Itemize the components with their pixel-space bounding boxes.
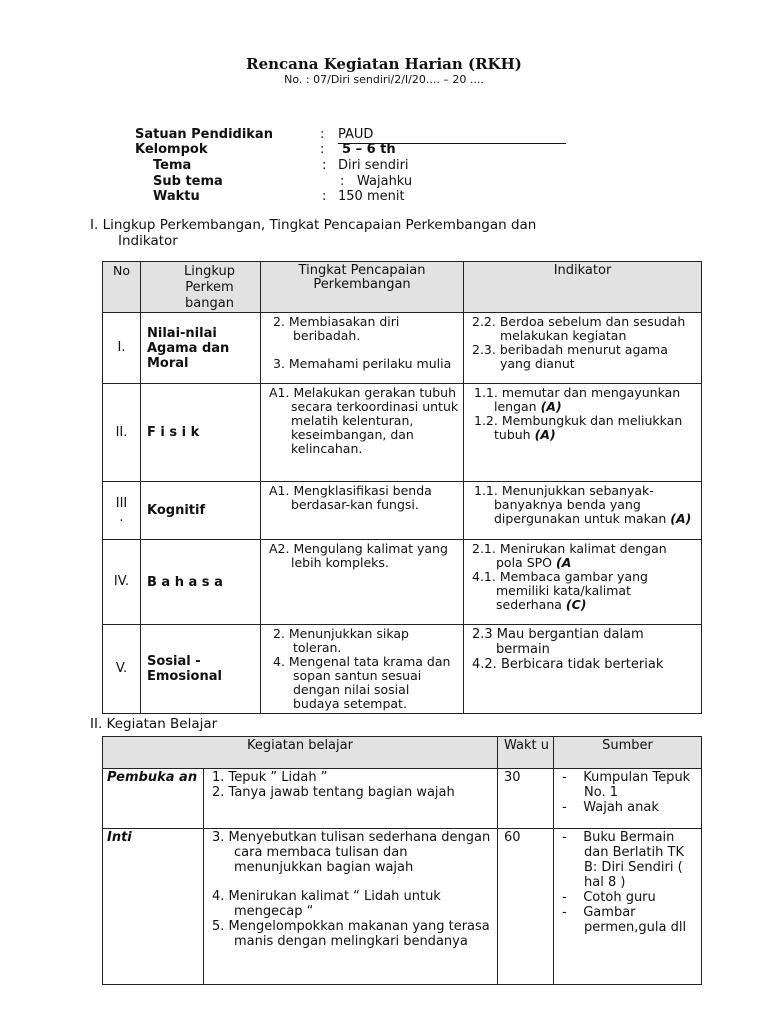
waktu-value: 60: [498, 829, 554, 985]
indikator-text: 1.1. Menunjukkan sebanyak-banyaknya benda yang dipergunakan untuk makan: [474, 483, 667, 526]
activity-num: 2.: [212, 785, 225, 800]
row-no: II.: [103, 384, 141, 482]
tingkat-item: 4. Mengenal tata krama dan sopan santun sesuai dengan nilai sosial budaya setempat.: [273, 654, 451, 711]
activity-list: [204, 829, 498, 985]
spacer: [271, 343, 459, 357]
row-lingkup: F i s i k: [141, 384, 261, 482]
sumber-item: [560, 800, 695, 815]
row-tingkat: [261, 384, 464, 482]
indikator-mark: (A): [534, 427, 556, 442]
activity-num: 4.: [212, 889, 225, 904]
indikator-mark: (A: [555, 555, 572, 570]
info-value-subtema: Wajahku: [357, 174, 413, 189]
section-1-heading: I. Lingkup Perkembangan, Tingkat Pencapaian Perkembangan dan: [90, 217, 537, 233]
activity-table: [102, 736, 702, 985]
indikator-text: 4.1. Membaca gambar yang memiliki kata/kalimat sederhana: [472, 569, 648, 612]
indikator-item: [472, 386, 697, 414]
info-colon: :: [320, 142, 325, 157]
row-no: IV.: [103, 540, 141, 625]
activity-text: Mengelompokkan makanan yang terasa manis dengan melingkari bendanya: [228, 919, 490, 949]
activity-text: Tepuk ” Lidah ”: [228, 770, 328, 785]
header-kegiatan: Kegiatan belajar: [103, 737, 498, 769]
row-tingkat: [261, 313, 464, 384]
indikator-item: [470, 484, 697, 526]
info-value-tema: Diri sendiri: [338, 158, 409, 173]
table-row: [103, 384, 702, 482]
header-tingkat: Tingkat Pencapaian Perkembangan: [261, 262, 464, 313]
sumber-text: Buku Bermain dan Berlatih TK B: Diri Sendiri ( hal 8 ): [583, 830, 684, 890]
activity-item: [210, 770, 491, 785]
indikator-item: [472, 414, 697, 442]
table-row: [103, 625, 702, 714]
activity-item: [210, 830, 491, 875]
spacer: [210, 875, 491, 889]
indikator-item: [470, 542, 697, 570]
document-number: No. : 07/Diri sendiri/2/I/20.... – 20 ....: [284, 73, 484, 86]
row-indikator: [464, 384, 702, 482]
info-label-subtema: Sub tema: [153, 174, 223, 189]
sumber-text: Gambar permen,gula dll: [583, 905, 687, 935]
table-row: [103, 482, 702, 540]
indikator-item: 2.2. Berdoa sebelum dan sesudah melakukan kegiatan: [472, 314, 686, 343]
row-no: III .: [103, 482, 141, 540]
sumber-text: Cotoh guru: [583, 890, 656, 905]
development-table: [102, 261, 702, 714]
tingkat-item: 2. Membiasakan diri beribadah.: [273, 314, 400, 343]
sumber-dash: -: [562, 770, 567, 785]
header-waktu: Wakt u: [498, 737, 554, 769]
activity-text: Tanya jawab tentang bagian wajah: [228, 785, 455, 800]
sumber-item: [560, 770, 695, 800]
indikator-text: 1.1. memutar dan mengayunkan lengan: [474, 385, 681, 414]
activity-text: Menirukan kalimat “ Lidah untuk mengecap “: [228, 889, 441, 919]
indikator-item: [470, 570, 697, 612]
phase-label: Pembuka an: [103, 769, 204, 829]
info-value-kelompok: 5 – 6 th: [342, 142, 396, 157]
info-colon: :: [320, 127, 325, 142]
sumber-item: [560, 890, 695, 905]
sumber-list: [554, 769, 702, 829]
table-row: [103, 769, 702, 829]
header-no: No: [103, 262, 141, 313]
sumber-dash: -: [562, 890, 567, 905]
indikator-item: 2.3. beribadah menurut agama yang dianut: [472, 342, 668, 371]
sumber-text: Wajah anak: [583, 800, 659, 815]
row-indikator: [464, 625, 702, 714]
info-colon: :: [340, 174, 345, 189]
info-label-satuan: Satuan Pendidikan: [135, 127, 273, 142]
row-lingkup: Sosial - Emosional: [141, 625, 261, 714]
info-colon: :: [322, 158, 327, 173]
row-tingkat: [261, 540, 464, 625]
section-1-heading-cont: Indikator: [118, 233, 178, 249]
info-colon: :: [322, 189, 327, 204]
activity-item: [210, 889, 491, 919]
table-row: [103, 540, 702, 625]
indikator-text: 2.1. Menirukan kalimat dengan pola SPO: [472, 541, 667, 570]
indikator-mark: (A): [670, 511, 692, 526]
table-header-row: [103, 262, 702, 313]
sumber-dash: -: [562, 800, 567, 815]
row-lingkup: Nilai-nilai Agama dan Moral: [141, 313, 261, 384]
activity-item: [210, 785, 491, 800]
row-no: I.: [103, 313, 141, 384]
row-indikator: [464, 313, 702, 384]
waktu-value: 30: [498, 769, 554, 829]
indikator-text: 1.2. Membungkuk dan meliukkan tubuh: [474, 413, 683, 442]
activity-num: 1.: [212, 770, 225, 785]
row-indikator: [464, 482, 702, 540]
sumber-text: Kumpulan Tepuk No. 1: [583, 770, 691, 800]
info-label-kelompok: Kelompok: [135, 142, 208, 157]
activity-item: [210, 919, 491, 949]
header-lingkup: Lingkup Perkem bangan: [141, 262, 261, 313]
table-header-row: [103, 737, 702, 769]
sumber-dash: -: [562, 830, 567, 845]
sumber-list: [554, 829, 702, 985]
tingkat-item: A1. Mengklasifikasi benda berdasar-kan fungsi.: [269, 483, 432, 512]
table-row: [103, 829, 702, 985]
sumber-item: [560, 905, 695, 935]
row-no: V.: [103, 625, 141, 714]
activity-num: 5.: [212, 919, 225, 934]
tingkat-item: A2. Mengulang kalimat yang lebih kompleks.: [269, 541, 448, 570]
indikator-item: 4.2. Berbicara tidak berteriak: [472, 657, 664, 672]
row-lingkup: Kognitif: [141, 482, 261, 540]
activity-text: Menyebutkan tulisan sederhana dengan cara membaca tulisan dan menunjukkan bagian wajah: [228, 830, 491, 875]
indikator-mark: (A): [540, 399, 562, 414]
row-tingkat: [261, 482, 464, 540]
table-row: [103, 313, 702, 384]
header-indikator: Indikator: [464, 262, 702, 313]
sumber-dash: -: [562, 905, 567, 920]
row-indikator: [464, 540, 702, 625]
activity-num: 3.: [212, 830, 225, 845]
indikator-item: 2.3 Mau bergantian dalam bermain: [472, 627, 644, 657]
indikator-mark: (C): [565, 597, 587, 612]
header-sumber: Sumber: [554, 737, 702, 769]
tingkat-item: 3. Memahami perilaku mulia: [273, 356, 452, 371]
info-value-satuan: PAUD: [338, 127, 566, 144]
phase-label: Inti: [103, 829, 204, 985]
tingkat-item: A1. Melakukan gerakan tubuh secara terkoordinasi untuk melatih kelenturan, keseimbangan, dan kelincahan.: [269, 385, 459, 456]
row-lingkup: B a h a s a: [141, 540, 261, 625]
tingkat-item: 2. Menunjukkan sikap toleran.: [273, 626, 409, 655]
sumber-item: [560, 830, 695, 890]
info-value-waktu: 150 menit: [338, 189, 405, 204]
activity-list: [204, 769, 498, 829]
row-tingkat: [261, 625, 464, 714]
document-title: Rencana Kegiatan Harian (RKH): [246, 55, 522, 73]
section-2-heading: II. Kegiatan Belajar: [90, 716, 218, 732]
info-label-waktu: Waktu: [153, 189, 200, 204]
info-label-tema: Tema: [153, 158, 192, 173]
